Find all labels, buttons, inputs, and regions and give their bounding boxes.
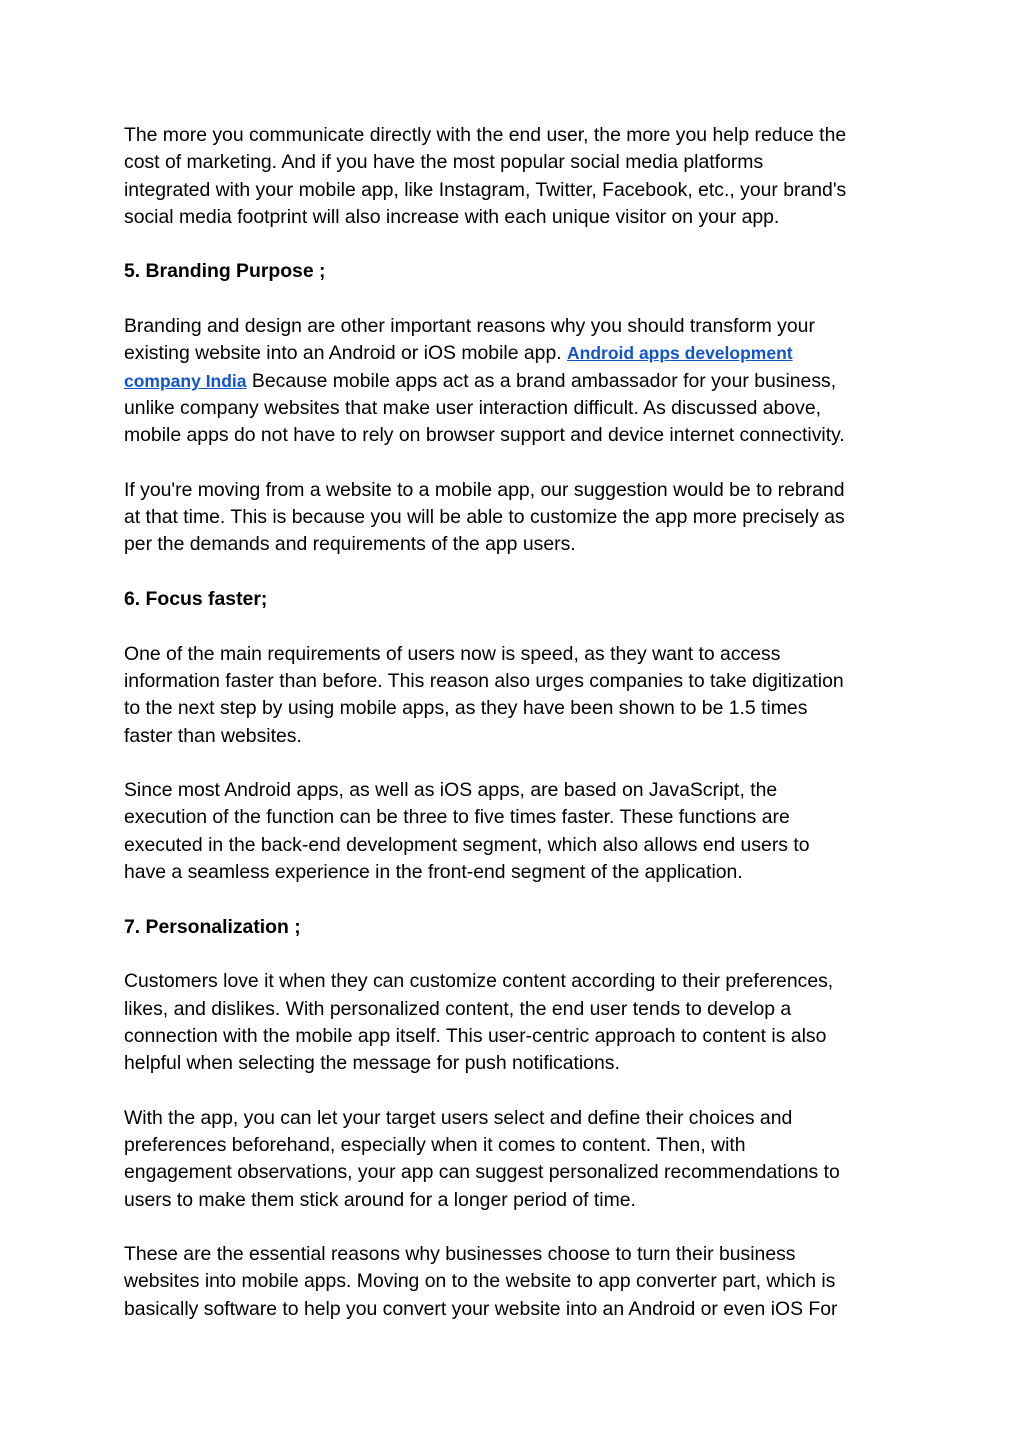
text-line: social media footprint will also increase with each unique visitor on your app. <box>124 205 780 228</box>
text-line: Customers love it when they can customize content according to their preferences, <box>124 970 834 993</box>
text-line: With the app, you can let your target users select and define their choices and <box>124 1106 793 1129</box>
text-line: Since most Android apps, as well as iOS apps, are based on JavaScript, the <box>124 779 778 802</box>
text-line: The more you communicate directly with the end user, the more you help reduce the <box>124 124 847 146</box>
text-line <box>124 368 904 395</box>
text-line: mobile apps do not have to rely on browser support and device internet connectivity. <box>124 424 845 447</box>
android-apps-development-link[interactable]: Android apps development <box>567 343 793 364</box>
text-line: engagement observations, your app can suggest personalized recommendations to <box>124 1161 840 1184</box>
text-line: cost of marketing. And if you have the most popular social media platforms <box>124 151 764 174</box>
paragraph-javascript <box>124 777 904 886</box>
text-line: executed in the back-end development segment, which also allows end users to <box>124 833 810 856</box>
text-line: Branding and design are other important reasons why you should transform your <box>124 315 815 338</box>
text-line: per the demands and requirements of the app users. <box>124 533 576 556</box>
text-line: faster than websites. <box>124 724 302 747</box>
paragraph-rebrand <box>124 477 904 559</box>
text-line <box>124 340 904 367</box>
text-segment: Because mobile apps act as a brand ambassador for your business, <box>246 369 837 392</box>
document-page <box>124 122 904 1350</box>
paragraph-marketing-cost <box>124 122 904 231</box>
heading-personalization: 7. Personalization ; <box>124 915 301 938</box>
text-line: connection with the mobile app itself. This user-centric approach to content is also <box>124 1024 827 1047</box>
paragraph-preferences <box>124 1105 904 1214</box>
paragraph-conclusion <box>124 1241 904 1323</box>
text-line: likes, and dislikes. With personalized content, the end user tends to develop a <box>124 997 792 1020</box>
text-segment: existing website into an Android or iOS mobile app. <box>124 342 568 365</box>
text-line: basically software to help you convert your website into an Android or even iOS For <box>124 1297 838 1320</box>
paragraph-branding <box>124 313 904 449</box>
paragraph-speed <box>124 641 904 750</box>
text-line: at that time. This is because you will be able to customize the app more precisely as <box>124 506 845 529</box>
text-line: One of the main requirements of users now is speed, as they want to access <box>124 642 781 665</box>
paragraph-customers <box>124 968 904 1077</box>
text-line: If you're moving from a website to a mobile app, our suggestion would be to rebrand <box>124 478 845 501</box>
text-line: These are the essential reasons why businesses choose to turn their business <box>124 1243 796 1266</box>
text-line: to the next step by using mobile apps, as they have been shown to be 1.5 times <box>124 697 808 720</box>
text-line: information faster than before. This reason also urges companies to take digitization <box>124 669 844 692</box>
text-line: unlike company websites that make user interaction difficult. As discussed above, <box>124 396 821 419</box>
heading-branding-purpose: 5. Branding Purpose ; <box>124 260 326 283</box>
heading-focus-faster: 6. Focus faster; <box>124 588 268 611</box>
company-india-link[interactable]: company India <box>124 370 247 391</box>
text-line: users to make them stick around for a longer period of time. <box>124 1188 636 1211</box>
text-line: websites into mobile apps. Moving on to the website to app converter part, which is <box>124 1270 836 1293</box>
text-line: helpful when selecting the message for push notifications. <box>124 1052 620 1075</box>
text-line: preferences beforehand, especially when it comes to content. Then, with <box>124 1133 746 1156</box>
text-line: integrated with your mobile app, like Instagram, Twitter, Facebook, etc., your brand's <box>124 178 847 201</box>
text-line: have a seamless experience in the front-end segment of the application. <box>124 861 743 884</box>
text-line: execution of the function can be three to five times faster. These functions are <box>124 806 790 829</box>
